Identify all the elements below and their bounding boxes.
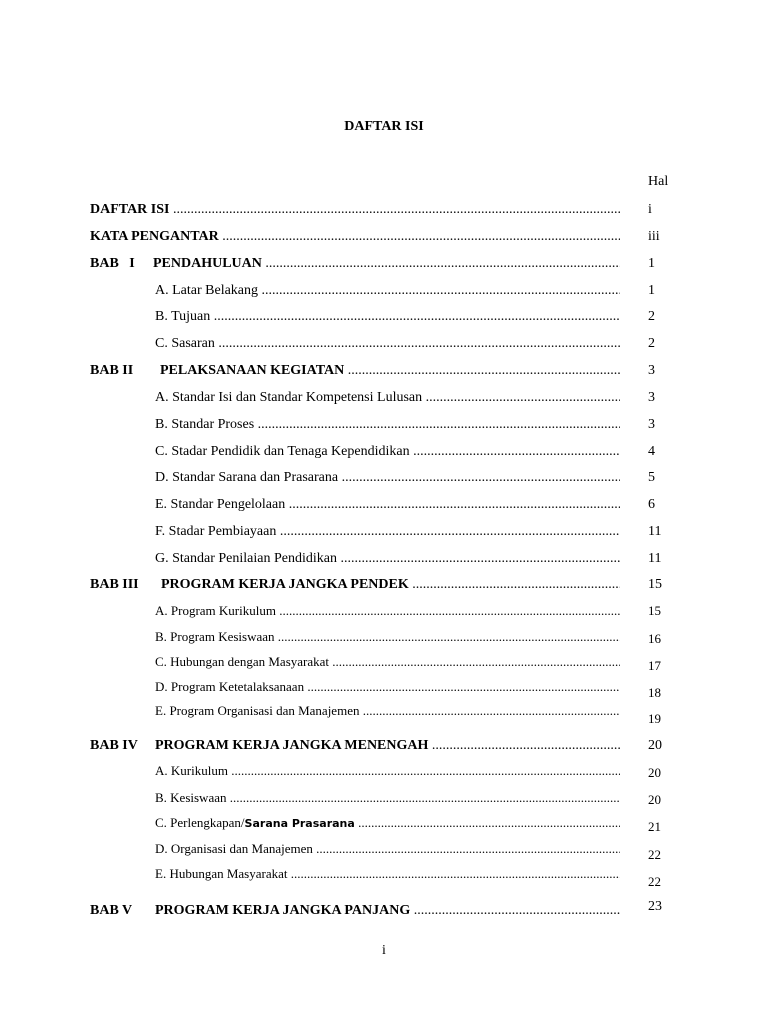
toc-page-number: 22 bbox=[648, 847, 661, 862]
toc-page-number: 18 bbox=[648, 685, 661, 700]
toc-entry-label bbox=[155, 864, 620, 884]
toc-row bbox=[90, 468, 710, 488]
toc-row bbox=[90, 254, 710, 274]
toc-page-number: 3 bbox=[648, 363, 655, 378]
toc-entry-label bbox=[161, 575, 620, 595]
toc-page-number: 11 bbox=[648, 524, 662, 539]
toc-entry-text: C. Sasaran bbox=[155, 336, 215, 351]
toc-entry-text: E. Hubungan Masyarakat bbox=[155, 866, 288, 881]
page-column-header: Hal bbox=[648, 174, 669, 189]
toc-entry-label bbox=[155, 522, 620, 542]
toc-entry-text: PENDAHULUAN bbox=[153, 256, 262, 271]
toc-page-number: 17 bbox=[648, 658, 661, 673]
toc-page-number: iii bbox=[648, 229, 660, 244]
toc-page-number: 22 bbox=[648, 874, 661, 889]
toc-row bbox=[90, 388, 710, 408]
toc-row bbox=[90, 864, 710, 889]
toc-entry-text: B. Kesiswaan bbox=[155, 790, 227, 805]
toc-entry-label bbox=[155, 736, 620, 756]
toc-entry-text: D. Organisasi dan Manajemen bbox=[155, 841, 313, 856]
toc-page-number: 4 bbox=[648, 444, 655, 459]
toc-row bbox=[90, 701, 710, 726]
toc-entry-label bbox=[155, 442, 620, 462]
toc-page-number: 1 bbox=[648, 283, 655, 298]
toc-chapter-number: BAB IV bbox=[90, 738, 138, 753]
toc-entry-text: F. Stadar Pembiayaan bbox=[155, 524, 277, 539]
toc-entry-label bbox=[155, 901, 620, 921]
toc-page-number: 1 bbox=[648, 256, 655, 271]
toc-entry-text: C. Stadar Pendidik dan Tenaga Kependidikan bbox=[155, 444, 410, 459]
toc-page-number: 20 bbox=[648, 765, 661, 780]
toc-row bbox=[90, 522, 710, 542]
toc-entry-text: A. Standar Isi dan Standar Kompetensi Lulusan bbox=[155, 390, 423, 405]
toc-row bbox=[90, 361, 710, 381]
page-number-footer: i bbox=[382, 943, 386, 958]
toc-entry-label bbox=[90, 200, 620, 220]
toc-row bbox=[90, 601, 710, 621]
toc-entry-text: PROGRAM KERJA JANGKA MENENGAH bbox=[155, 738, 429, 753]
toc-entry-text: C. Perlengkapan/ bbox=[155, 815, 245, 830]
toc-entry-text: PROGRAM KERJA JANGKA PANJANG bbox=[155, 903, 411, 918]
toc-entry-text: KATA PENGANTAR bbox=[90, 229, 219, 244]
toc-page-number: 16 bbox=[648, 631, 661, 646]
toc-row bbox=[90, 227, 710, 247]
toc-row bbox=[90, 549, 710, 569]
toc-entry-text: E. Standar Pengelolaan bbox=[155, 497, 286, 512]
toc-chapter-number: BAB I bbox=[90, 256, 135, 271]
page-title: DAFTAR ISI bbox=[344, 119, 424, 134]
toc-entry-text: DAFTAR ISI bbox=[90, 202, 170, 217]
toc-entry-label bbox=[155, 677, 620, 697]
toc-entry-text-extra: Sarana Prasarana bbox=[244, 817, 355, 830]
toc-page-number: 3 bbox=[648, 417, 655, 432]
toc-entry-text: D. Program Ketetalaksanaan bbox=[155, 679, 305, 694]
toc-row bbox=[90, 813, 710, 833]
toc-row bbox=[90, 761, 710, 781]
toc-row bbox=[90, 627, 710, 647]
toc-chapter-number: BAB III bbox=[90, 577, 139, 592]
toc-entry-label bbox=[155, 652, 620, 672]
toc-entry-text: E. Program Organisasi dan Manajemen bbox=[155, 703, 360, 718]
toc-entry-text: A. Latar Belakang bbox=[155, 283, 259, 298]
toc-page-number: 21 bbox=[648, 819, 661, 834]
toc-entry-text: B. Tujuan bbox=[155, 309, 211, 324]
toc-entry-label bbox=[155, 307, 620, 327]
toc-row bbox=[90, 652, 710, 672]
toc-row bbox=[90, 415, 710, 435]
toc-entry-label bbox=[155, 761, 620, 781]
toc-row bbox=[90, 736, 710, 756]
toc-page-number: i bbox=[648, 202, 652, 217]
toc-row bbox=[90, 677, 710, 700]
toc-row bbox=[90, 334, 710, 354]
toc-entry-text: G. Standar Penilaian Pendidikan bbox=[155, 551, 337, 566]
toc-page-number: 5 bbox=[648, 470, 655, 485]
toc-page-number: 3 bbox=[648, 390, 655, 405]
toc-page-number: 15 bbox=[648, 577, 662, 592]
toc-entry-text: A. Program Kurikulum bbox=[155, 603, 276, 618]
toc-row bbox=[90, 200, 710, 220]
toc-page-number: 11 bbox=[648, 551, 662, 566]
toc-entry-text: A. Kurikulum bbox=[155, 763, 228, 778]
toc-entry-label bbox=[155, 388, 620, 408]
toc-page-number: 2 bbox=[648, 336, 655, 351]
toc-page-number: 20 bbox=[648, 792, 661, 807]
toc-page-number: 23 bbox=[648, 899, 662, 914]
toc-row bbox=[90, 901, 710, 921]
toc-entry-label bbox=[155, 839, 620, 859]
toc-chapter-number: BAB II bbox=[90, 363, 134, 378]
toc-entry-label bbox=[155, 813, 620, 833]
toc-entry-label bbox=[155, 549, 620, 569]
toc-page-number: 19 bbox=[648, 711, 661, 726]
toc-entry-text: C. Hubungan dengan Masyarakat bbox=[155, 654, 330, 669]
toc-entry-text: B. Program Kesiswaan bbox=[155, 629, 275, 644]
toc-row bbox=[90, 575, 710, 595]
toc-page-number: 2 bbox=[648, 309, 655, 324]
toc-entry-label bbox=[155, 788, 620, 808]
toc-entry-label bbox=[155, 701, 620, 721]
toc-entry-text: PELAKSANAAN KEGIATAN bbox=[160, 363, 345, 378]
toc-chapter-number: BAB V bbox=[90, 903, 133, 918]
toc-entry-label bbox=[155, 627, 620, 647]
toc-row bbox=[90, 788, 710, 808]
toc-page-number: 6 bbox=[648, 497, 655, 512]
toc-entry-label bbox=[155, 281, 620, 301]
toc-row bbox=[90, 307, 710, 327]
toc-entry-label bbox=[155, 334, 620, 354]
toc-entry-text: D. Standar Sarana dan Prasarana bbox=[155, 470, 339, 485]
toc-row bbox=[90, 442, 710, 462]
toc-entry-text: B. Standar Proses bbox=[155, 417, 255, 432]
toc-entry-label bbox=[155, 601, 620, 621]
toc-entry-label bbox=[155, 468, 620, 488]
toc-row bbox=[90, 839, 710, 862]
toc-entry-label bbox=[155, 495, 620, 515]
toc-entry-label bbox=[155, 415, 620, 435]
toc-row bbox=[90, 281, 710, 301]
toc-entry-label bbox=[160, 361, 620, 381]
toc-entry-label bbox=[153, 254, 620, 274]
toc-row bbox=[90, 495, 710, 515]
toc-entry-text: PROGRAM KERJA JANGKA PENDEK bbox=[161, 577, 409, 592]
toc-page-number: 20 bbox=[648, 738, 662, 753]
toc-entry-label bbox=[90, 227, 620, 247]
toc-page-number: 15 bbox=[648, 603, 661, 618]
